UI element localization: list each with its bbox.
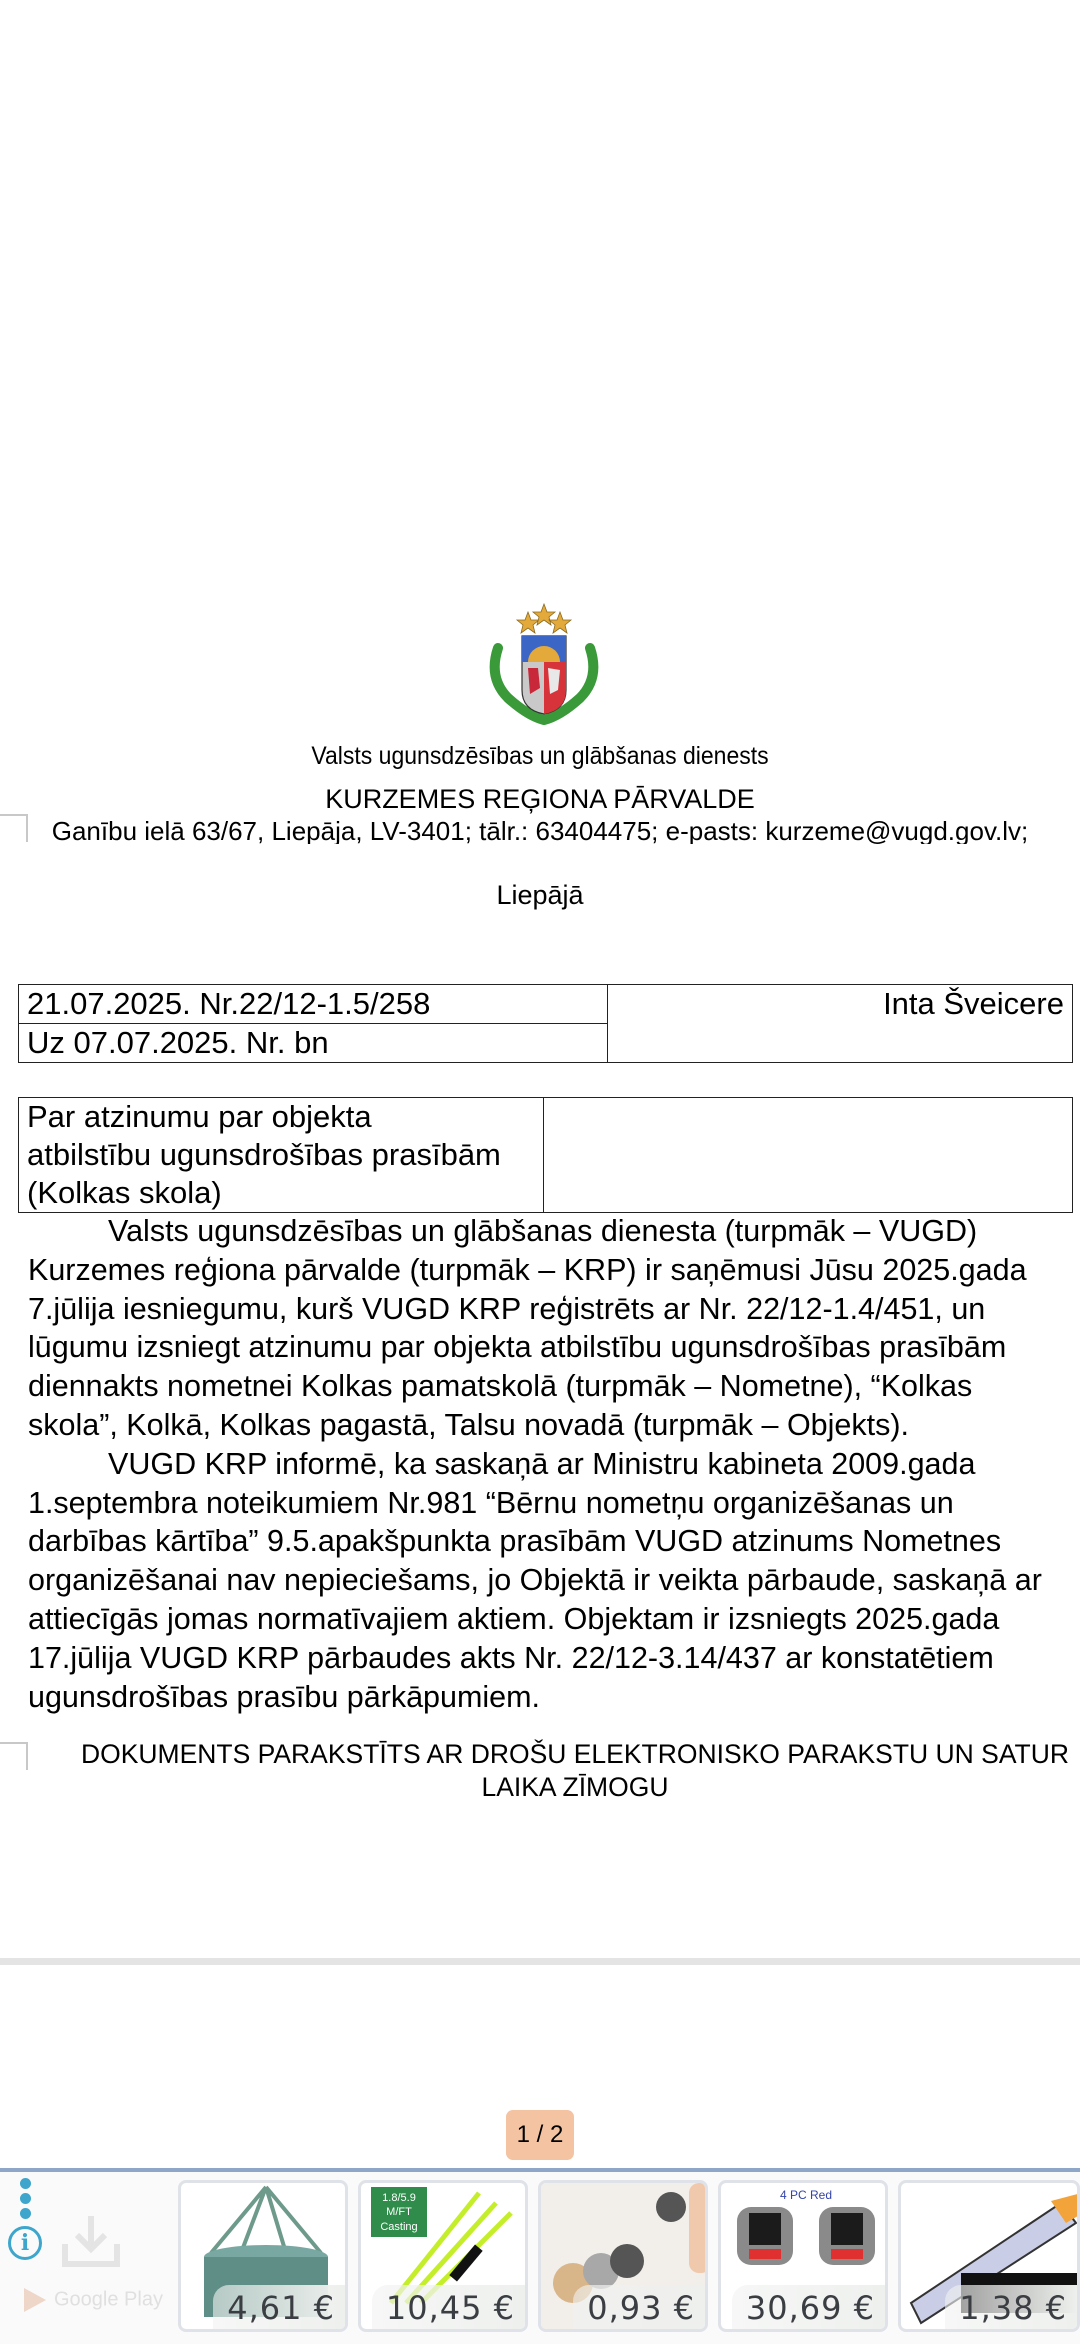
body-line: VUGD KRP informē, ka saskaņā ar Ministru kabineta 2009.gada [108, 1446, 976, 1481]
signature-line: DOKUMENTS PARAKSTĪTS AR DROŠU ELEKTRONISKO PARAKSTU UN SATUR [80, 1739, 1070, 1769]
address-line: Ganību ielā 63/67, Liepāja, LV-3401; tālr.: 63404475; e-pasts: kurzeme@vugd.gov.lv; [51, 816, 1029, 844]
reply-reference: Uz 07.07.2025. Nr. bn [19, 1024, 608, 1063]
body-line: Valsts ugunsdzēsības un glābšanas dienesta (turpmāk – VUGD) [108, 1214, 978, 1248]
document-number: 21.07.2025. Nr.22/12-1.5/258 [19, 985, 608, 1024]
body-line: Kurzemes reģiona pārvalde (turpmāk – KRP) ir saņēmusi Jūsu 2025.gada [28, 1252, 1027, 1287]
city-line: Liepājā [496, 880, 584, 910]
letter-body [28, 1212, 1080, 1716]
body-line: darbības kārtība” 9.5.apakšpunkta prasībām VUGD atzinums Nometnes [28, 1524, 1002, 1559]
svg-text:4 PC Red: 4 PC Red [779, 2188, 833, 2202]
product-price: 0,93 € [573, 2285, 705, 2329]
product-card[interactable] [898, 2180, 1080, 2332]
signature-note [0, 1738, 1080, 1804]
product-price: 10,45 € [372, 2285, 525, 2329]
product-card[interactable] [358, 2180, 528, 2332]
department-name: KURZEMES REĢIONA PĀRVALDE [325, 784, 755, 814]
reference-table [18, 984, 1073, 1063]
product-price: 4,61 € [213, 2285, 345, 2329]
google-play-link[interactable] [24, 2288, 163, 2312]
body-line: lūgumu izsniegt atzinumu par objekta atbilstību ugunsdrošības prasībām [28, 1330, 1007, 1365]
store-label: Google Play [54, 2288, 163, 2311]
info-icon[interactable]: i [8, 2226, 42, 2260]
more-vertical-icon[interactable] [20, 2178, 32, 2223]
subject-line: atbilstību ugunsdrošības prasībām [27, 1137, 501, 1172]
google-play-icon [24, 2288, 46, 2312]
product-card[interactable] [178, 2180, 348, 2332]
product-card[interactable] [718, 2180, 888, 2332]
product-price: 30,69 € [732, 2285, 885, 2329]
body-line: 1.septembra noteikumiem Nr.981 “Bērnu nometņu organizēšanas un [28, 1485, 954, 1520]
body-line: skola”, Kolkā, Kolkas pagastā, Talsu novadā (turpmāk – Objekts). [28, 1407, 909, 1442]
product-price: 1,38 € [945, 2285, 1077, 2329]
subject-line: Par atzinumu par objekta [27, 1099, 372, 1134]
download-icon[interactable] [60, 2212, 122, 2270]
subject-line: (Kolkas skola) [27, 1175, 222, 1210]
page-indicator: 1 / 2 [506, 2110, 574, 2160]
svg-text:M/FT: M/FT [386, 2206, 412, 2218]
subject-empty-cell [544, 1098, 1073, 1213]
latvia-coat-of-arms-icon [478, 598, 610, 726]
subject-text [19, 1098, 544, 1213]
body-line: diennakts nometnei Kolkas pamatskolā (turpmāk – Nometne), “Kolkas [28, 1369, 973, 1404]
svg-text:1.8/5.9: 1.8/5.9 [382, 2192, 416, 2204]
recipient-name: Inta Šveicere [608, 985, 1073, 1063]
body-line: ugunsdrošības prasību pārkāpumiem. [28, 1679, 541, 1714]
page-separator [0, 1958, 1080, 1965]
body-line: 7.jūlija iesniegumu, kurš VUGD KRP reģistrēts ar Nr. 22/12-1.4/451, un [28, 1291, 986, 1326]
svg-text:Casting: Casting [380, 2221, 418, 2233]
signature-line: LAIKA ZĪMOGU [481, 1772, 669, 1802]
body-line: attiecīgās jomas normatīvajiem aktiem. Objektam ir izsniegts 2025.gada [28, 1601, 1000, 1636]
subject-table [18, 1097, 1073, 1213]
agency-name: Valsts ugunsdzēsības un glābšanas dienests [311, 742, 769, 770]
product-card[interactable] [538, 2180, 708, 2332]
body-line: 17.jūlija VUGD KRP pārbaudes akts Nr. 22/12-3.14/437 ar konstatētiem [28, 1640, 994, 1675]
body-line: organizēšanai nav nepieciešams, jo Objektā ir veikta pārbaude, saskaņā ar [28, 1563, 1042, 1598]
